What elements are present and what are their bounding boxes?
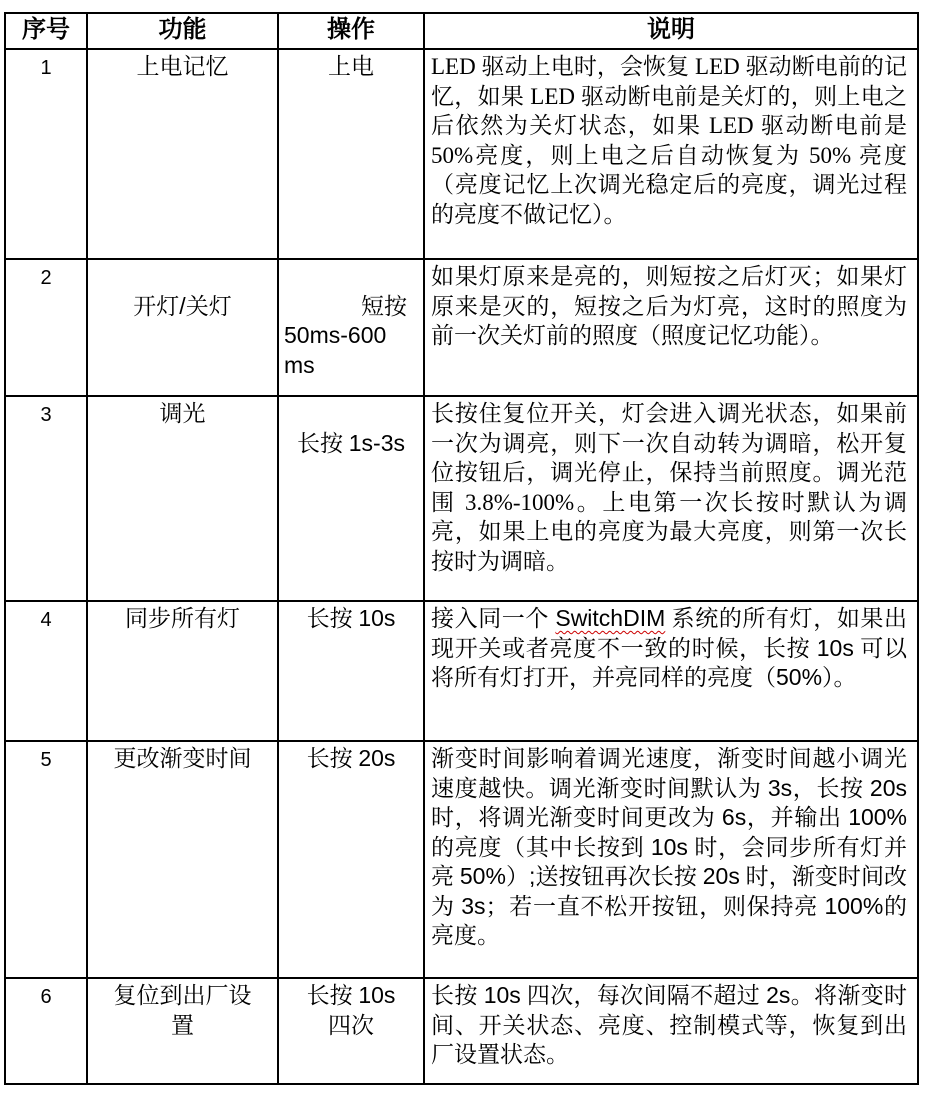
table-row (5, 259, 918, 396)
function-cell: 更改渐变时间 (87, 741, 278, 978)
sequence-number-cell: 3 (5, 396, 87, 601)
operation-cell: 长按 1s-3s (278, 396, 424, 601)
sequence-number-cell: 5 (5, 741, 87, 978)
description-cell: 如果灯原来是亮的，则短按之后灯灭；如果灯原来是灭的，短按之后为灯亮，这时的照度为前一次关灯前的照度（照度记忆功能）。 (424, 259, 918, 396)
header-operation: 操作 (278, 13, 424, 49)
function-cell: 同步所有灯 (87, 601, 278, 741)
description-cell: LED 驱动上电时，会恢复 LED 驱动断电前的记忆，如果 LED 驱动断电前是关灯的，则上电之后依然为关灯状态，如果 LED 驱动断电前是 50%亮度，则上电之后自动恢复为 50% 亮度（亮度记忆上次调光稳定后的亮度，调光过程的亮度不做记忆）。 (424, 49, 918, 259)
table-header-row (5, 13, 918, 49)
table-row (5, 741, 918, 978)
header-sequence-number: 序号 (5, 13, 87, 49)
header-description: 说明 (424, 13, 918, 49)
sequence-number-cell: 2 (5, 259, 87, 396)
function-cell: 开灯/关灯 (87, 259, 278, 396)
operation-cell: 短按 50ms-600 ms (278, 259, 424, 396)
operation-cell: 长按 10s (278, 601, 424, 741)
function-table (4, 12, 919, 1085)
description-cell: 渐变时间影响着调光速度，渐变时间越小调光速度越快。调光渐变时间默认为 3s，长按 20s 时，将调光渐变时间更改为 6s，并输出 100%的亮度（其中长按到 10s 时，会同步所有灯并亮 50%）;送按钮再次长按 20s 时，渐变时间改为 3s；若一直不松开按钮，则保持亮 100%的亮度。 (424, 741, 918, 978)
description-cell: 长按住复位开关，灯会进入调光状态，如果前一次为调亮，则下一次自动转为调暗，松开复位按钮后，调光停止，保持当前照度。调光范围 3.8%-100%。上电第一次长按时默认为调亮，如果上电的亮度为最大亮度，则第一次长按时为调暗。 (424, 396, 918, 601)
table-row (5, 978, 918, 1084)
function-cell: 调光 (87, 396, 278, 601)
sequence-number-cell: 4 (5, 601, 87, 741)
table-row (5, 49, 918, 259)
sequence-number-cell: 1 (5, 49, 87, 259)
description-cell: 接入同一个 SwitchDIM 系统的所有灯，如果出现开关或者亮度不一致的时候，长按 10s 可以将所有灯打开，并亮同样的亮度（50%）。 (424, 601, 918, 741)
table-row (5, 601, 918, 741)
table-row (5, 396, 918, 601)
function-cell: 上电记忆 (87, 49, 278, 259)
operation-cell: 长按 10s 四次 (278, 978, 424, 1084)
sequence-number-cell: 6 (5, 978, 87, 1084)
document-page (4, 12, 925, 1085)
operation-cell: 长按 20s (278, 741, 424, 978)
header-function: 功能 (87, 13, 278, 49)
operation-cell: 上电 (278, 49, 424, 259)
description-cell: 长按 10s 四次，每次间隔不超过 2s。将渐变时间、开关状态、亮度、控制模式等，恢复到出厂设置状态。 (424, 978, 918, 1084)
function-cell: 复位到出厂设 置 (87, 978, 278, 1084)
